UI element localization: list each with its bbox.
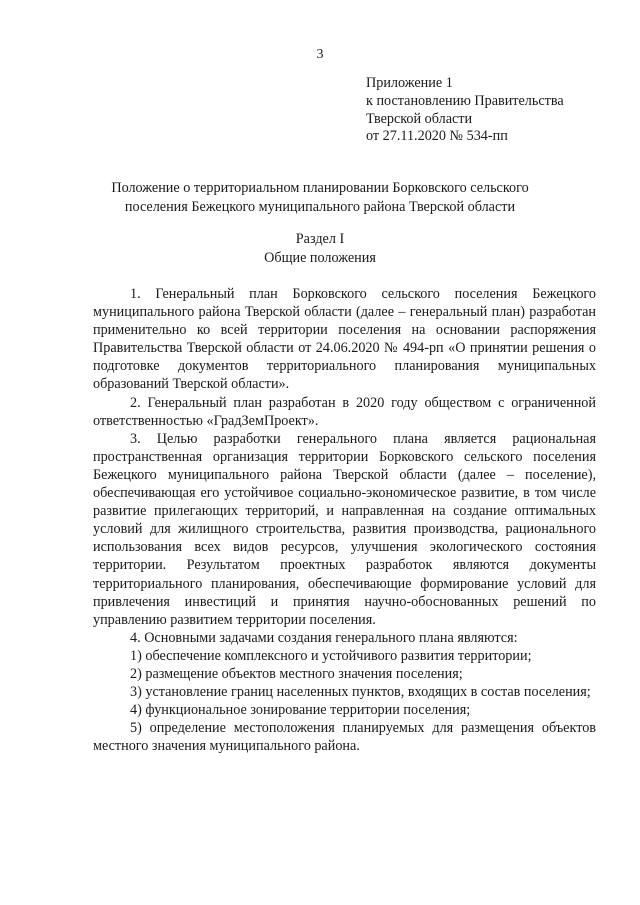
section-name: Общие положения <box>264 250 376 266</box>
paragraph-1: 1. Генеральный план Борковского сельского поселения Бежецкого муниципального района Тверской области (далее – генеральный план) разработан применительно ко всей территории поселения на основании распоряжения Правительства Тверской области от 24.06.2020 № 494-рп «О принятии решения о подготовке документов территориального планирования муниципальных образований Тверской области». <box>93 286 596 393</box>
paragraph-3: 3. Целью разработки генерального плана является рациональная пространственная организация территории Борковского сельского поселения Бежецкого муниципального района Тверской области (далее – поселение), обеспечивающая его устойчивое социально-экономическое развитие, в том числе развитие прилегающих территорий, и направленная на создание оптимальных условий для жилищного строительства, развития производства, рационального использования всех видов ресурсов, улучшения экологического состояния территории. Результатом проектных разработок являются документы территориального планирования, обеспечивающие формирование условий для привлечения инвестиций и принятия научно-обоснованных решений по управлению развитием территории поселения. <box>93 430 596 628</box>
list-item-1: 1) обеспечение комплексного и устойчивого развития территории; <box>130 647 532 664</box>
list-item-5: 5) определение местоположения планируемых для размещения объектов местного значения муниципального района. <box>93 720 596 755</box>
appendix-line-3: Тверской области <box>366 110 473 127</box>
section-heading <box>0 230 640 268</box>
list-item-3: 3) установление границ населенных пунктов, входящих в состав поселения; <box>130 684 591 701</box>
appendix-line-1: Приложение 1 <box>366 75 453 91</box>
list-item-4: 4) функциональное зонирование территории поселения; <box>130 702 471 719</box>
document-title-line-2: поселения Бежецкого муниципального района Тверской области <box>124 199 516 215</box>
appendix-line-2: к постановлению Правительства <box>366 92 564 109</box>
appendix-header <box>366 75 564 146</box>
section-number: Раздел I <box>295 231 345 247</box>
appendix-line-4: от 27.11.2020 № 534-пп <box>366 128 508 145</box>
document-title-line-1: Положение о территориальном планировании Борковского сельского <box>111 180 529 196</box>
list-item-2: 2) размещение объектов местного значения поселения; <box>130 665 463 682</box>
body-text <box>93 285 596 755</box>
document-title <box>0 179 640 217</box>
paragraph-2: 2. Генеральный план разработан в 2020 году обществом с ограниченной ответственностью «ГрадЗемПроект». <box>93 394 596 429</box>
page-number: 3 <box>316 47 324 62</box>
paragraph-4: 4. Основными задачами создания генерального плана являются: <box>130 629 518 646</box>
